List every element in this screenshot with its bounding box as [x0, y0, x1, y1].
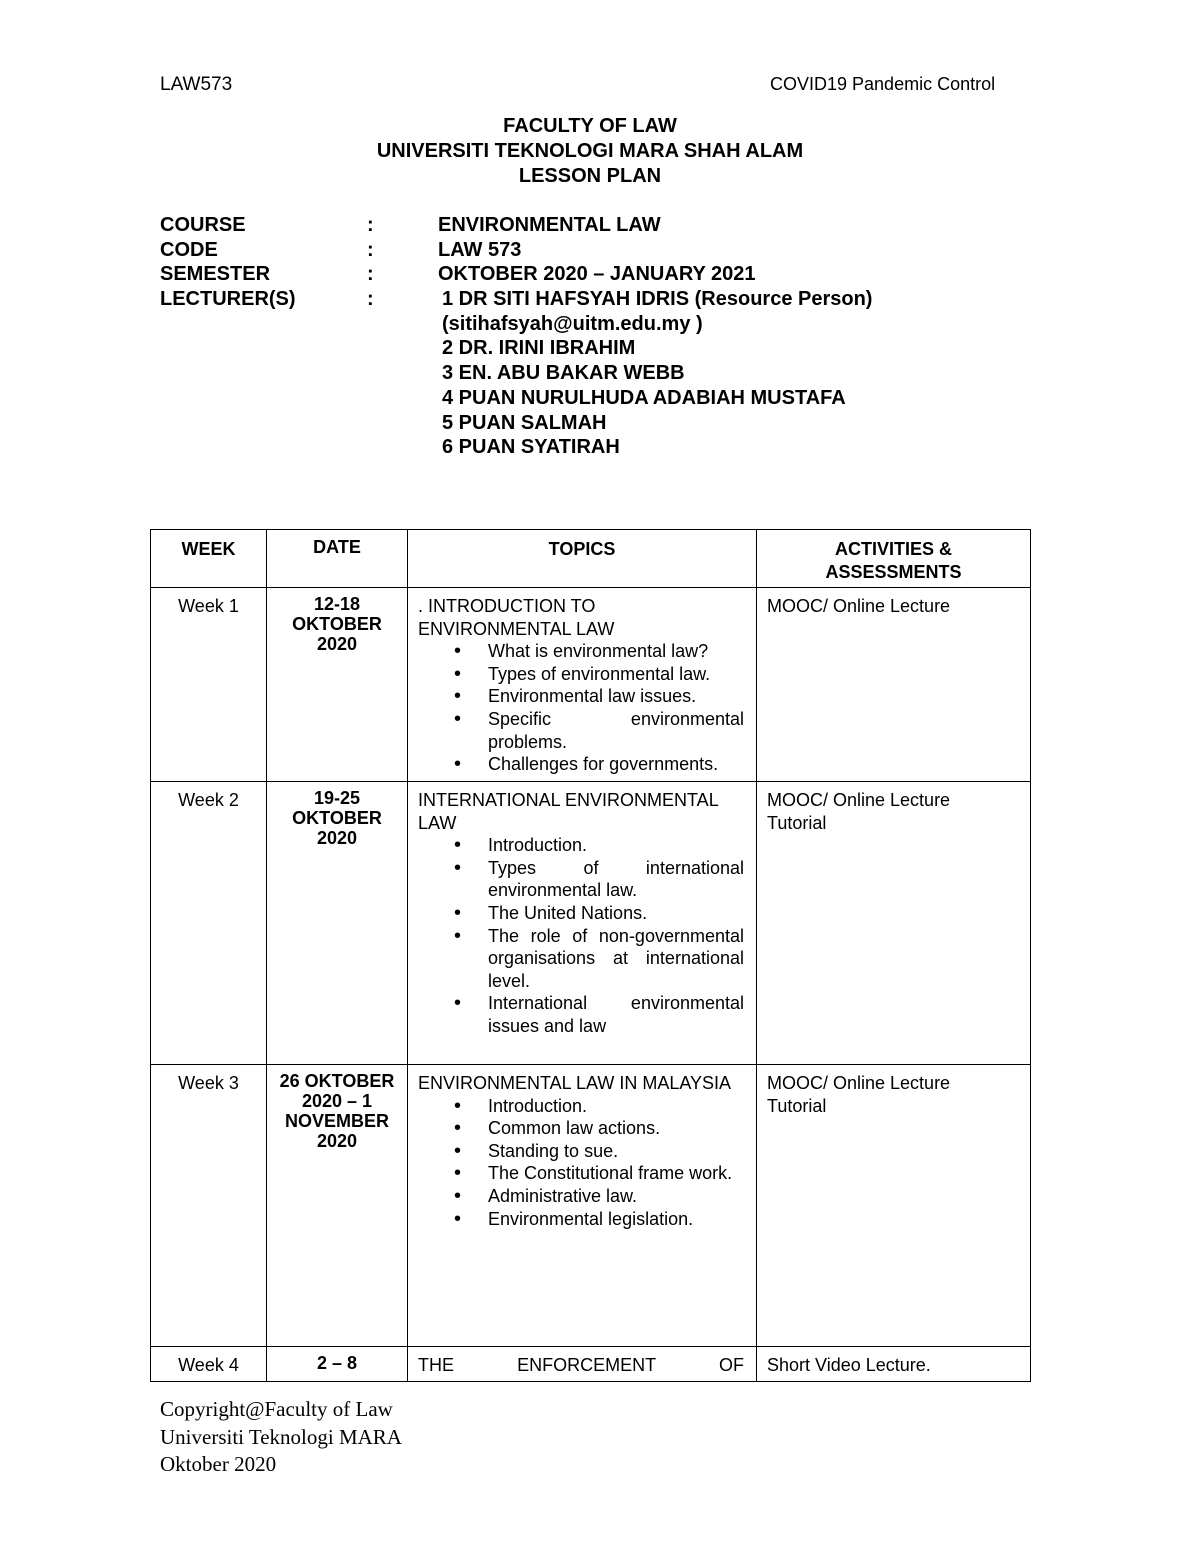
- topic-bullet: • Types of environmental law.: [488, 663, 744, 686]
- activity-item: MOOC/ Online Lecture: [767, 1073, 951, 1093]
- topic-bullet: • What is environmental law?: [488, 640, 744, 663]
- table-row: [151, 1065, 1031, 1347]
- date-cell: 26 OKTOBER 2020 – 1 NOVEMBER 2020: [267, 1065, 408, 1347]
- table-row: [151, 588, 1031, 782]
- topic-bullet: • Administrative law.: [488, 1185, 744, 1208]
- activities-cell: [757, 588, 1031, 782]
- lesson-plan-title: LESSON PLAN: [518, 165, 662, 187]
- date-cell: 12-18 OKTOBER 2020: [267, 588, 408, 782]
- topic-heading: INTERNATIONAL ENVIRONMENTAL LAW: [418, 790, 719, 833]
- activity-item: Short Video Lecture.: [767, 1355, 931, 1375]
- document-title-block: [0, 114, 1180, 189]
- topic-bullet-list: [418, 640, 744, 776]
- footer-copyright: Copyright@Faculty of Law: [160, 1397, 393, 1421]
- date-cell: 2 – 8: [267, 1347, 408, 1382]
- topic-cell: [408, 1065, 757, 1347]
- lecturer-item: 5 PUAN SALMAH: [442, 411, 607, 434]
- faculty-title: FACULTY OF LAW: [503, 115, 677, 137]
- topic-heading: . INTRODUCTION TO ENVIRONMENTAL LAW: [418, 596, 615, 639]
- code-label: CODE: [160, 238, 218, 261]
- topic-bullet: • Introduction.: [488, 834, 744, 857]
- topic-bullet: • The Constitutional frame work.: [488, 1162, 744, 1185]
- week-cell: Week 2: [151, 782, 267, 1065]
- code-colon: :: [367, 238, 374, 261]
- activities-cell: [757, 1065, 1031, 1347]
- table-row: [151, 1347, 1031, 1382]
- lecturer-label: LECTURER(S): [160, 288, 296, 311]
- header-activities: ACTIVITIES & ASSESSMENTS: [757, 530, 1031, 588]
- course-colon: :: [367, 214, 374, 236]
- lecturer-item: 3 EN. ABU BAKAR WEBB: [442, 362, 685, 385]
- code-value: LAW 573: [438, 238, 522, 261]
- lecturer-list: [442, 287, 872, 460]
- table-row: [151, 782, 1031, 1065]
- page-footer: [160, 1396, 402, 1479]
- topic-cell: [408, 1347, 757, 1382]
- activity-item: Tutorial: [767, 812, 827, 833]
- topic-bullet-list: [418, 834, 744, 1037]
- topic-bullet: • Challenges for governments.: [488, 753, 744, 776]
- university-title: UNIVERSITI TEKNOLOGI MARA SHAH ALAM: [376, 140, 804, 162]
- topic-bullet: • The United Nations.: [488, 902, 744, 925]
- course-label: COURSE: [160, 214, 246, 236]
- date-cell: 19-25 OKTOBER 2020: [267, 782, 408, 1065]
- lecturer-item: 1 DR SITI HAFSYAH IDRIS (Resource Person): [442, 288, 873, 311]
- topic-bullet: • Specific environmental problems.: [488, 708, 744, 753]
- topic-bullet: • Environmental law issues.: [488, 685, 744, 708]
- lecturer-item: 6 PUAN SYATIRAH: [442, 436, 620, 459]
- lecturer-item: 4 PUAN NURULHUDA ADABIAH MUSTAFA: [442, 386, 846, 409]
- lecturer-colon: :: [367, 288, 374, 311]
- topic-bullet-list: [418, 1095, 744, 1231]
- activity-item: Tutorial: [767, 1095, 827, 1116]
- lesson-plan-table: [150, 529, 1031, 1382]
- week-cell: Week 1: [151, 588, 267, 782]
- header-topics: TOPICS: [408, 530, 757, 588]
- week-cell: Week 4: [151, 1347, 267, 1382]
- header-week: WEEK: [151, 530, 267, 588]
- running-header-title: COVID19 Pandemic Control: [770, 74, 996, 94]
- semester-colon: :: [367, 263, 374, 286]
- topic-heading: THE ENFORCEMENT OF: [418, 1355, 744, 1375]
- activities-cell: [757, 782, 1031, 1065]
- semester-value: OKTOBER 2020 – JANUARY 2021: [438, 263, 756, 286]
- table-header-row: [151, 530, 1031, 588]
- topic-bullet: • Standing to sue.: [488, 1140, 744, 1163]
- activity-item: MOOC/ Online Lecture: [767, 596, 951, 616]
- activity-item: MOOC/ Online Lecture: [767, 790, 951, 810]
- lecturer-email: (sitihafsyah@uitm.edu.my ): [442, 312, 703, 335]
- topic-bullet: • Environmental legislation.: [488, 1208, 744, 1231]
- topic-heading: ENVIRONMENTAL LAW IN MALAYSIA: [418, 1073, 732, 1093]
- semester-label: SEMESTER: [160, 263, 271, 286]
- lecturer-item: 2 DR. IRINI IBRAHIM: [442, 337, 636, 360]
- activities-cell: [757, 1347, 1031, 1382]
- footer-date: Oktober 2020: [160, 1452, 277, 1476]
- topic-bullet: • Introduction.: [488, 1095, 744, 1118]
- header-date: DATE: [267, 530, 408, 588]
- course-value: ENVIRONMENTAL LAW: [438, 214, 661, 236]
- topic-cell: [408, 588, 757, 782]
- topic-bullet: • Types of international environmental law.: [488, 857, 744, 902]
- week-cell: Week 3: [151, 1065, 267, 1347]
- running-header-course-code: LAW573: [160, 74, 233, 95]
- topic-bullet: • International environmental issues and law: [488, 992, 744, 1037]
- footer-university: Universiti Teknologi MARA: [160, 1424, 402, 1449]
- topic-bullet: • The role of non-governmental organisations at international level.: [488, 925, 744, 993]
- topic-cell: [408, 782, 757, 1065]
- topic-bullet: • Common law actions.: [488, 1117, 744, 1140]
